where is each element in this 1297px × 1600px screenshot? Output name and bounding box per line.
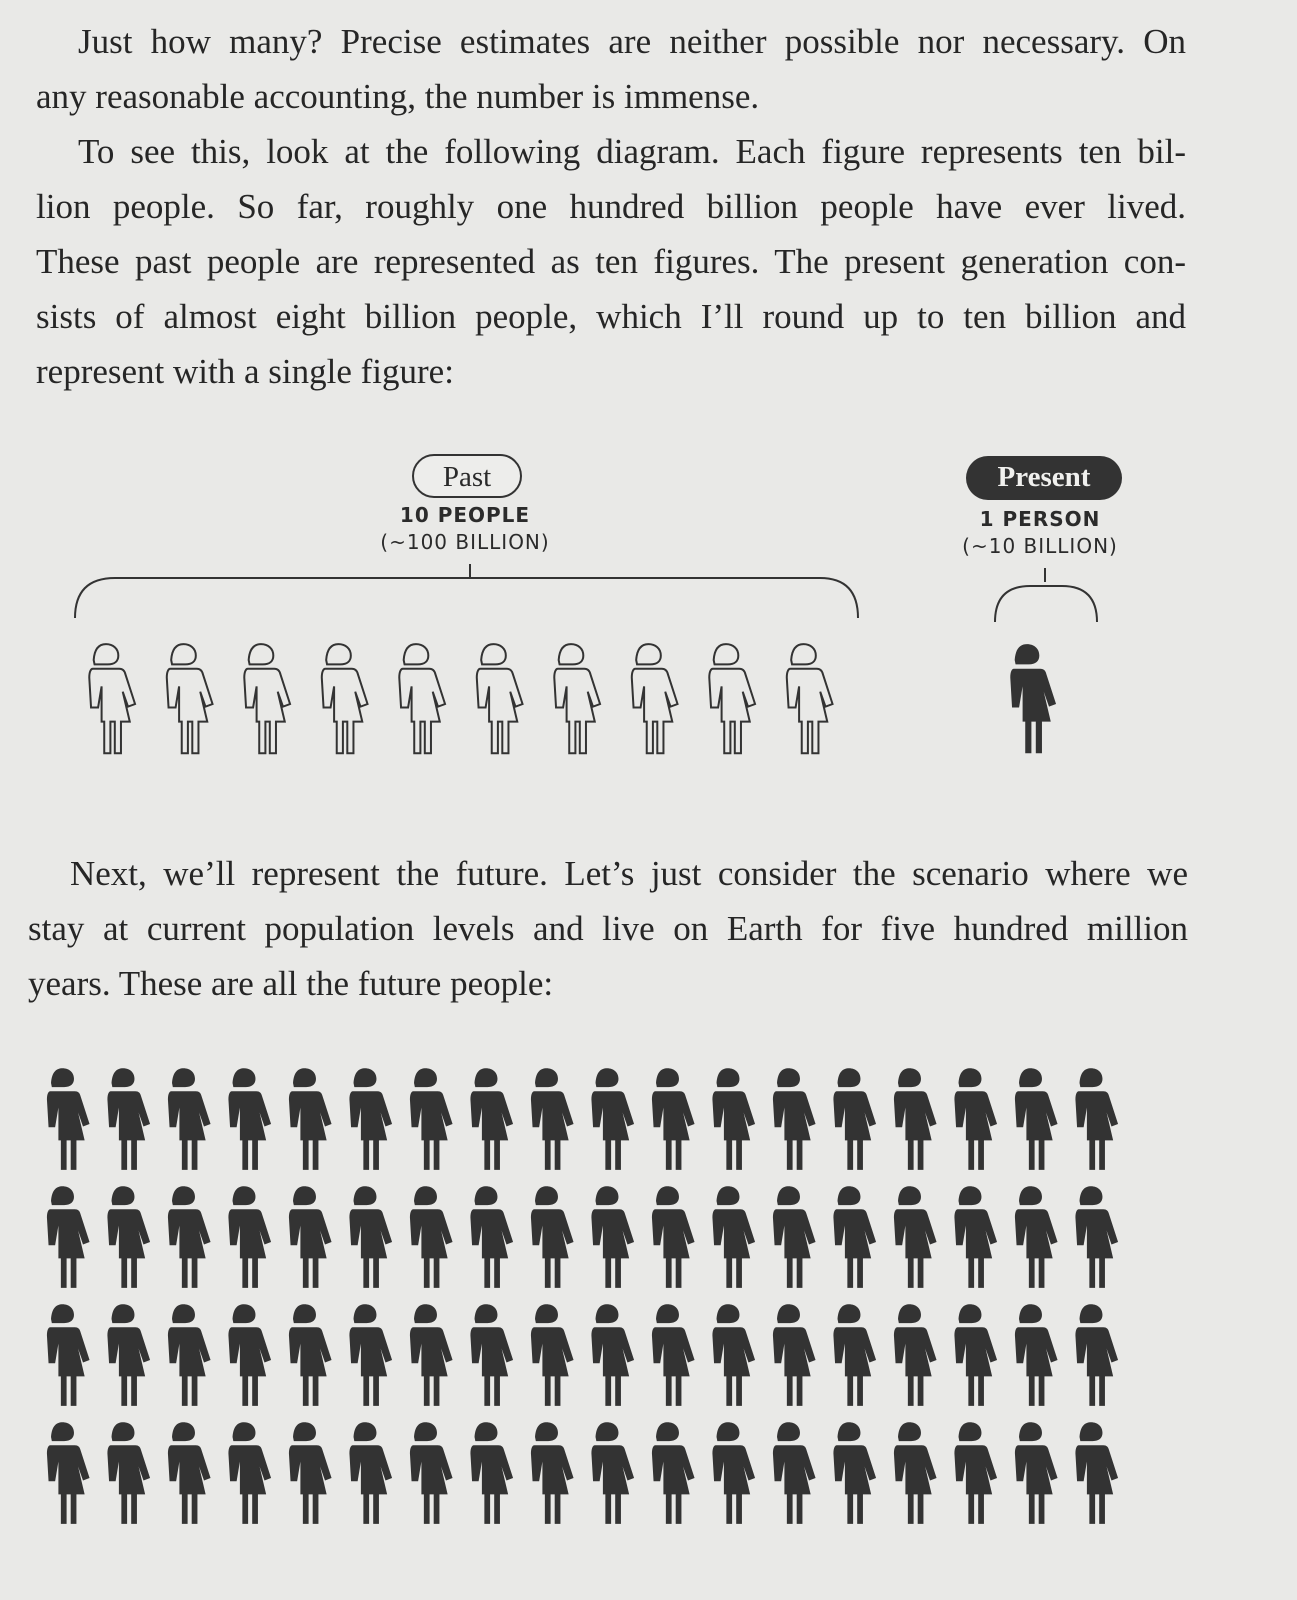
person-icon <box>833 1304 876 1406</box>
person-icon <box>349 1068 392 1170</box>
present-figures <box>0 440 1297 820</box>
paragraph-diagram-intro <box>36 124 1186 399</box>
person-icon <box>47 1186 90 1288</box>
person-icon <box>531 1304 574 1406</box>
person-icon <box>712 1304 755 1406</box>
person-icon <box>1015 1304 1058 1406</box>
past-count: 10 PEOPLE <box>399 503 531 527</box>
person-icon <box>1075 1068 1118 1170</box>
person-icon <box>228 1186 271 1288</box>
person-icon <box>954 1068 997 1170</box>
text-line: lion people. So far, roughly one hundred billion people have ever lived. <box>36 187 1186 226</box>
present-label: Present <box>966 456 1122 500</box>
person-icon <box>591 1422 634 1524</box>
person-icon <box>349 1186 392 1288</box>
person-icon <box>289 1422 332 1524</box>
person-icon <box>168 1068 211 1170</box>
person-icon <box>1010 644 1056 753</box>
past-present-diagram <box>0 440 1297 820</box>
person-icon <box>289 1068 332 1170</box>
person-icon <box>591 1068 634 1170</box>
person-icon <box>712 1186 755 1288</box>
person-icon <box>773 1422 816 1524</box>
paragraph-how-many <box>36 14 1186 124</box>
text-line: sists of almost eight billion people, which I’ll round up to ten billion and <box>36 297 1186 336</box>
person-icon <box>1015 1186 1058 1288</box>
text-line: To see this, look at the following diagram. Each figure represents ten bil- <box>78 132 1186 171</box>
person-icon <box>773 1186 816 1288</box>
person-icon <box>1015 1068 1058 1170</box>
person-icon <box>894 1422 937 1524</box>
person-icon <box>470 1422 513 1524</box>
person-icon <box>470 1186 513 1288</box>
text-line: Just how many? Precise estimates are neither possible nor necessary. On <box>78 22 1186 61</box>
person-icon <box>833 1068 876 1170</box>
person-icon <box>470 1068 513 1170</box>
person-icon <box>228 1422 271 1524</box>
person-icon <box>107 1304 150 1406</box>
person-icon <box>894 1186 937 1288</box>
person-icon <box>47 1422 90 1524</box>
person-icon <box>1075 1422 1118 1524</box>
person-icon <box>531 1068 574 1170</box>
person-icon <box>107 1422 150 1524</box>
person-icon <box>954 1186 997 1288</box>
present-amount: (~10 BILLION) <box>962 534 1118 558</box>
person-icon <box>410 1422 453 1524</box>
past-label: Past <box>412 454 522 498</box>
person-icon <box>591 1186 634 1288</box>
paragraph-future <box>28 846 1188 1011</box>
text-line: stay at current population levels and live on Earth for five hundred million <box>28 909 1188 948</box>
person-icon <box>531 1422 574 1524</box>
person-icon <box>591 1304 634 1406</box>
person-icon <box>773 1068 816 1170</box>
past-amount: (~100 BILLION) <box>380 530 550 554</box>
person-icon <box>349 1422 392 1524</box>
person-icon <box>410 1186 453 1288</box>
person-icon <box>168 1186 211 1288</box>
person-icon <box>894 1304 937 1406</box>
person-icon <box>47 1304 90 1406</box>
text-line: represent with a single figure: <box>36 352 454 391</box>
person-icon <box>107 1068 150 1170</box>
person-icon <box>289 1304 332 1406</box>
person-icon <box>652 1422 695 1524</box>
person-icon <box>833 1422 876 1524</box>
person-icon <box>712 1068 755 1170</box>
person-icon <box>470 1304 513 1406</box>
person-icon <box>289 1186 332 1288</box>
person-icon <box>1015 1422 1058 1524</box>
person-icon <box>410 1304 453 1406</box>
person-icon <box>652 1304 695 1406</box>
present-count: 1 PERSON <box>979 507 1101 531</box>
text-line: These past people are represented as ten figures. The present generation con- <box>36 242 1186 281</box>
person-icon <box>168 1422 211 1524</box>
person-icon <box>47 1068 90 1170</box>
person-icon <box>652 1068 695 1170</box>
text-line: any reasonable accounting, the number is immense. <box>36 77 760 116</box>
person-icon <box>107 1186 150 1288</box>
text-line: years. These are all the future people: <box>28 964 554 1003</box>
person-icon <box>833 1186 876 1288</box>
person-icon <box>652 1186 695 1288</box>
person-icon <box>168 1304 211 1406</box>
person-icon <box>954 1304 997 1406</box>
person-icon <box>228 1068 271 1170</box>
person-icon <box>773 1304 816 1406</box>
person-icon <box>1075 1186 1118 1288</box>
future-figures <box>0 1060 1297 1550</box>
person-icon <box>228 1304 271 1406</box>
person-icon <box>712 1422 755 1524</box>
person-icon <box>954 1422 997 1524</box>
person-icon <box>531 1186 574 1288</box>
person-icon <box>894 1068 937 1170</box>
text-line: Next, we’ll represent the future. Let’s just consider the scenario where we <box>70 854 1188 893</box>
person-icon <box>1075 1304 1118 1406</box>
person-icon <box>349 1304 392 1406</box>
person-icon <box>410 1068 453 1170</box>
